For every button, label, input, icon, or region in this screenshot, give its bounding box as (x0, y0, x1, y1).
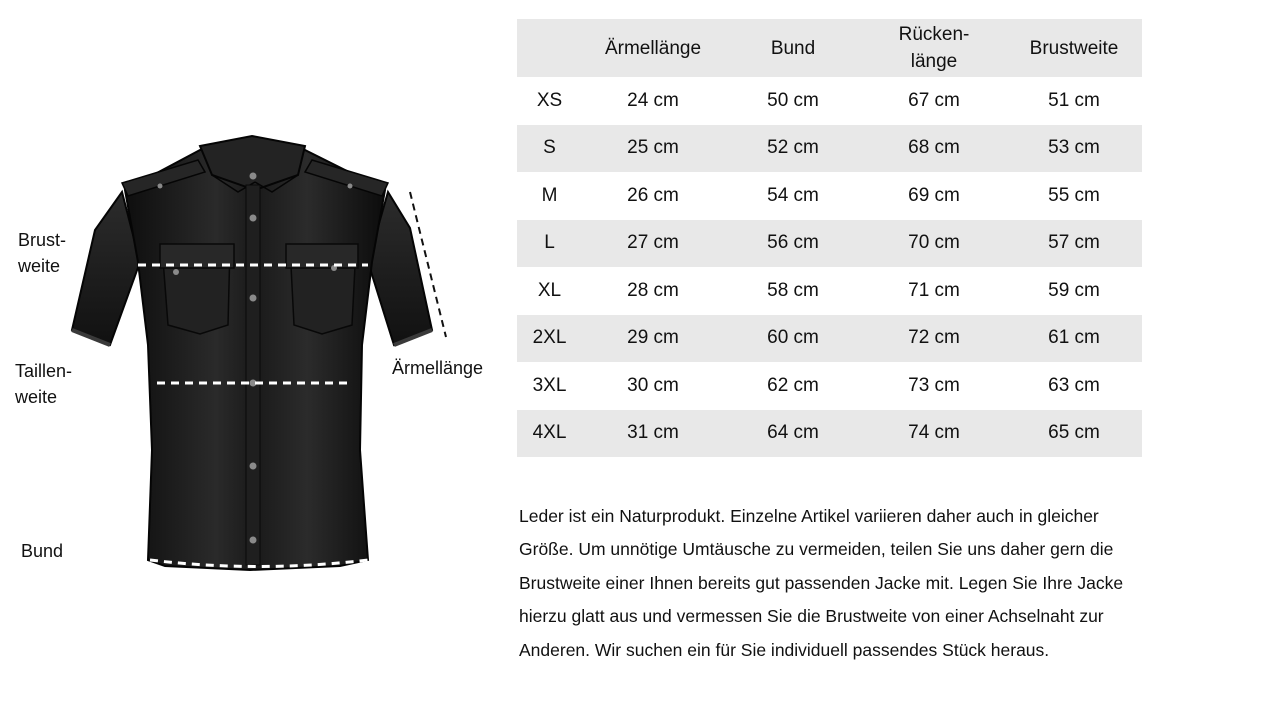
table-row (517, 172, 1142, 220)
label-taillenweite: Taillen- weite (15, 361, 73, 407)
bund-cell: 58 cm (767, 279, 819, 301)
aermel-cell: 24 cm (627, 89, 679, 111)
size-cell: 3XL (532, 374, 567, 396)
ruecken-cell: 70 cm (908, 232, 960, 254)
aermel-cell: 26 cm (627, 184, 679, 206)
aermel-cell: 30 cm (627, 374, 679, 396)
header-bund: Bund (770, 37, 816, 59)
aermel-cell: 29 cm (627, 327, 679, 349)
table-row (517, 315, 1142, 363)
table-header-row (517, 19, 1142, 77)
label-brustweite: Brust- weite (18, 230, 67, 276)
ruecken-cell: 68 cm (908, 137, 960, 159)
label-aermellaenge: Ärmellänge (392, 358, 484, 378)
aermel-cell: 25 cm (627, 137, 679, 159)
size-cell: XS (536, 89, 563, 111)
brust-cell: 51 cm (1048, 89, 1100, 111)
size-cell: 2XL (532, 327, 567, 349)
table-row (517, 77, 1142, 125)
header-size (517, 19, 582, 77)
label-bund: Bund (21, 541, 64, 561)
bund-cell: 50 cm (767, 89, 819, 111)
table-row (517, 362, 1142, 410)
bund-cell: 54 cm (767, 184, 819, 206)
brust-cell: 59 cm (1048, 279, 1100, 301)
bund-cell: 52 cm (767, 137, 819, 159)
size-cell: 4XL (532, 422, 567, 444)
brust-cell: 57 cm (1048, 232, 1100, 254)
bund-cell: 60 cm (767, 327, 819, 349)
brust-cell: 65 cm (1048, 422, 1100, 444)
aermel-cell: 28 cm (627, 279, 679, 301)
header-rueckenlaenge: Rücken- länge (898, 24, 970, 72)
care-note: Leder ist ein Naturprodukt. Einzelne Artikel variieren daher auch in gleicher Größe. Um unnötige Umtäusche zu vermeiden, teilen Sie uns daher gern die Brustweite einer Ihnen bereits gut passenden Jacke mit. Legen Sie Ihre Jacke hierzu glatt aus und vermessen Sie die Brustweite von einer Achselnaht zur Anderen. Wir suchen ein für Sie individuell passendes Stück heraus. (519, 505, 1124, 660)
placket (246, 185, 260, 565)
size-cell: S (543, 137, 556, 159)
table-row (517, 267, 1142, 315)
brust-cell: 53 cm (1048, 137, 1100, 159)
header-brustweite: Brustweite (1029, 37, 1119, 59)
brust-cell: 55 cm (1048, 184, 1100, 206)
brust-cell: 61 cm (1048, 327, 1100, 349)
ruecken-cell: 69 cm (908, 184, 960, 206)
shirt-figure (0, 0, 500, 720)
ruecken-cell: 72 cm (908, 327, 960, 349)
ruecken-cell: 71 cm (908, 279, 960, 301)
table-row (517, 410, 1142, 458)
size-cell: XL (537, 279, 562, 301)
table-row (517, 125, 1142, 173)
size-cell: L (544, 232, 555, 254)
aermel-cell: 27 cm (627, 232, 679, 254)
size-cell: M (541, 184, 558, 206)
brust-cell: 63 cm (1048, 374, 1100, 396)
ruecken-cell: 67 cm (908, 89, 960, 111)
bund-cell: 62 cm (767, 374, 819, 396)
aermel-cell: 31 cm (627, 422, 679, 444)
table-row (517, 220, 1142, 268)
ruecken-cell: 74 cm (908, 422, 960, 444)
bund-cell: 56 cm (767, 232, 819, 254)
header-aermellaenge: Ärmellänge (604, 37, 702, 59)
size-table (517, 19, 1142, 457)
ruecken-cell: 73 cm (908, 374, 960, 396)
bund-cell: 64 cm (767, 422, 819, 444)
